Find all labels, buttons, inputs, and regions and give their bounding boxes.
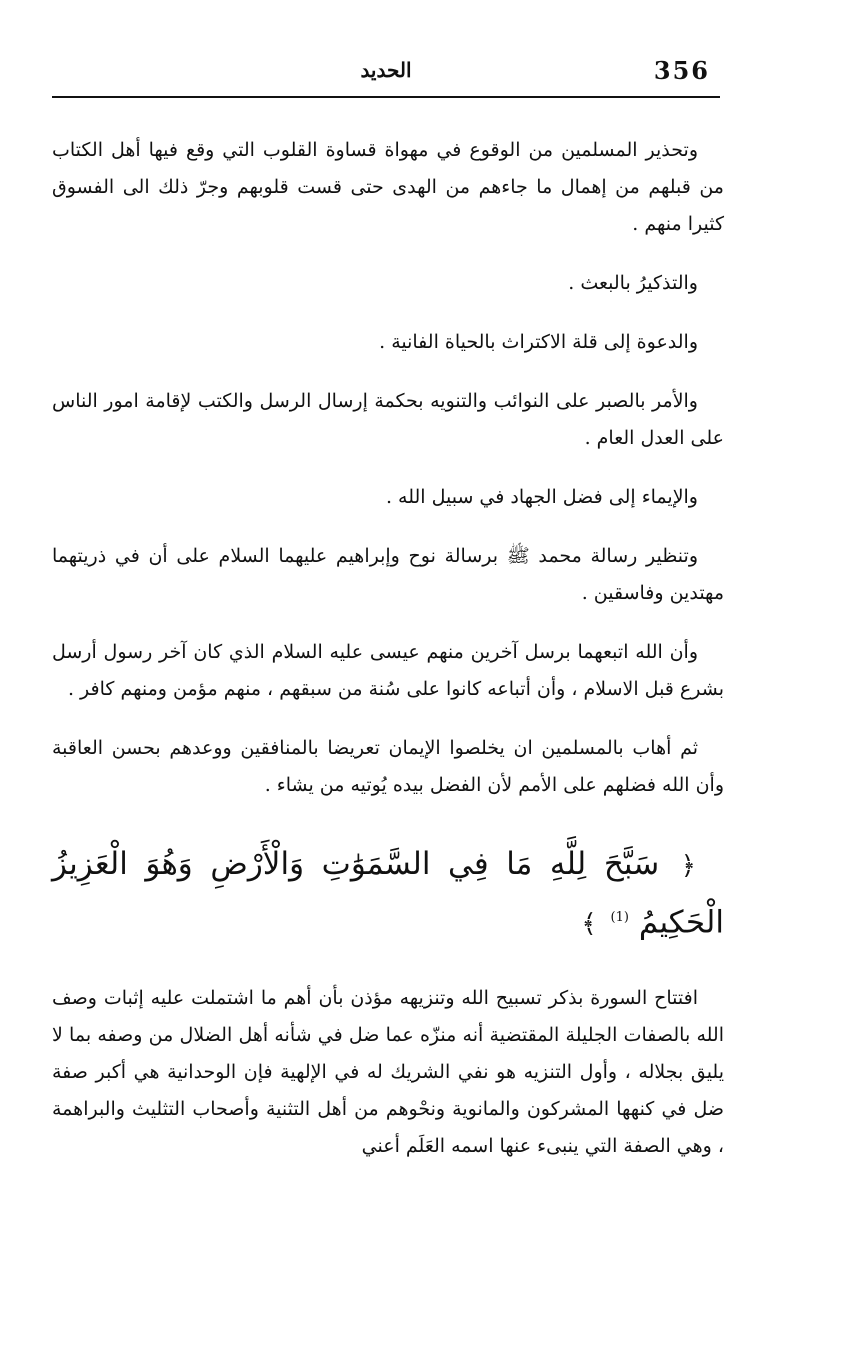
paragraph: وتحذير المسلمين من الوقوع في مهواة قساوة القلوب التي وقع فيها أهل الكتاب من قبلهم من إهمال ما جاءهم من الهدى حتى قست قلوبهم وجرّ ذلك الى الفسوق كثيرا منهم . <box>52 139 724 235</box>
verse-text: سَبَّحَ لِلَّهِ مَا فِي السَّمَوَٰتِ وَالْأَرْضِ وَهُوَ الْعَزِيزُ الْحَكِيمُ <box>52 846 724 941</box>
page-header <box>52 52 720 98</box>
verse-close-bracket: ﴾ <box>581 909 597 940</box>
running-title: الحديد <box>360 58 412 82</box>
paragraph: والأمر بالصبر على النوائب والتنويه بحكمة إرسال الرسل والكتب لإقامة امور الناس على العدل العام . <box>52 390 724 449</box>
paragraph: والدعوة إلى قلة الاكتراث بالحياة الفانية . <box>379 331 698 353</box>
paragraph: والإيماء إلى فضل الجهاد في سبيل الله . <box>385 486 698 508</box>
paragraph: وأن الله اتبعهما برسل آخرين منهم عيسى عليه السلام الذي كان آخر رسول أرسل بشرع قبل الاسلام ، وأن أتباعه كانوا على سُنة من سبقهم ، منهم مؤمن ومنهم كافر . <box>52 641 724 700</box>
footnote-marker: (1) <box>610 910 629 925</box>
quran-verse <box>52 838 724 950</box>
paragraph: ثم أهاب بالمسلمين ان يخلصوا الإيمان تعريضا بالمنافقين ووعدهم بحسن العاقبة وأن الله فضلهم على الأمم لأن الفضل بيده يُوتيه من يشاء . <box>52 737 724 796</box>
verse-open-bracket: ﴿ <box>680 851 696 881</box>
closing-paragraph: افتتاح السورة بذكر تسبيح الله وتنزيهه مؤذن بأن أهم ما اشتملت عليه إثبات وصف الله بالصفات الجليلة المقتضية أنه منزّه عما ضل في شأنه أهل الضلال من وصفه بما لا يليق بجلاله ، وأول التنزيه هو نفي الشريك له في الإلهية فإن الوحدانية هي أكبر صفة ضل في كنهها المشركون والمانوية ونحْوهم من أهل التثنية وأصحاب التثليث والبراهمة ، وهي الصفة التي ينبىء عنها اسمه العَلَم أعني <box>52 987 724 1158</box>
paragraph: وتنظير رسالة محمد ﷺ برسالة نوح وإبراهيم عليهما السلام على أن في ذريتهما مهتدين وفاسقين . <box>52 545 724 604</box>
page-body <box>52 132 724 1187</box>
page-number: 356 <box>653 56 710 85</box>
paragraph: والتذكيرُ بالبعث . <box>568 272 698 294</box>
